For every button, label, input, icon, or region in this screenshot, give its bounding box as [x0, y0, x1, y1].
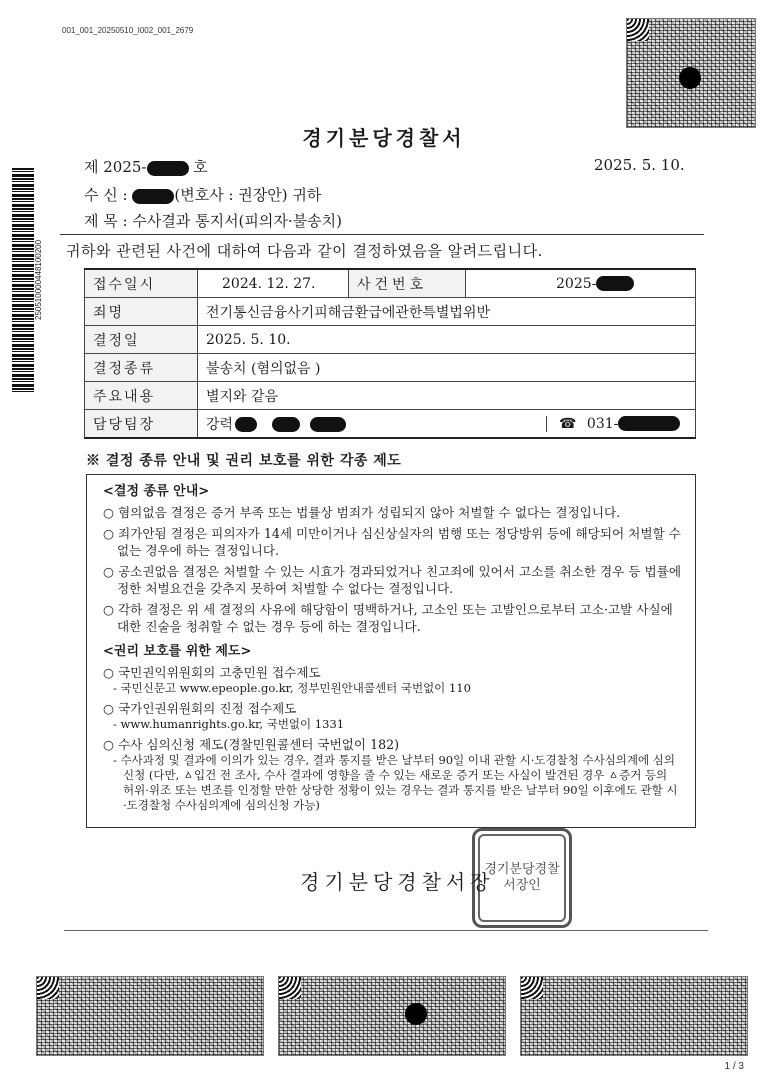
header-divider — [60, 234, 704, 235]
document-number: 제 2025- 호 — [84, 158, 208, 176]
redaction — [147, 161, 189, 176]
table-row — [85, 298, 696, 326]
table-row — [85, 326, 696, 354]
official-seal: 경기분당경찰서장인 — [472, 828, 572, 928]
guide-item: ○ 공소권없음 결정은 처벌할 수 있는 시효가 경과되었거나 친고죄에 있어서 고소를 취소한 경우 등 법률에 정한 처벌요건을 갖추지 못하여 처벌할 수 없다는 결정입니다. — [103, 564, 681, 596]
guide-item: ○ 각하 결정은 위 세 결정의 사유에 해당함이 명백하거나, 고소인 또는 고발인으로부터 고소·고발 사실에 대한 진술을 청취할 수 없는 경우 등에 하는 결정입니다. — [103, 602, 673, 634]
issuer-name: 경기분당경찰서장 — [300, 870, 495, 894]
case-number-value: 2025- — [466, 269, 696, 298]
main-content-value: 별지와 같음 — [198, 382, 696, 410]
redaction — [235, 417, 257, 432]
rights-item: ○ 수사 심의신청 제도(경찰민원콜센터 국번없이 182) — [103, 737, 400, 752]
redaction — [596, 276, 634, 291]
redaction — [310, 417, 346, 432]
charge-label: 죄명 — [85, 298, 198, 326]
redaction — [132, 189, 174, 204]
document-id: 001_001_20250510_I002_001_2679 — [62, 26, 194, 35]
case-info-table — [84, 268, 696, 439]
decision-type-value: 불송치 (혐의없음 ) — [198, 354, 696, 382]
receipt-date-label: 접수일시 — [85, 269, 198, 298]
phone-icon: ☎ — [559, 415, 577, 432]
page-number: 1 / 3 — [724, 1061, 744, 1072]
rights-item: ○ 국민권익위원회의 고충민원 접수제도 — [103, 665, 321, 680]
qr-marker-dot — [679, 67, 701, 89]
guide-box — [86, 474, 696, 828]
table-row — [85, 382, 696, 410]
barcode-number: 250510000448100200 — [34, 239, 43, 321]
qr-code-top-right — [626, 18, 756, 128]
redaction — [618, 416, 680, 431]
team-leader-label: 담당팀장 — [85, 410, 198, 439]
qr-marker-dot — [405, 1003, 427, 1025]
team-leader-value: 강력 ☎ 031- — [198, 410, 696, 439]
qr-code-bottom-1 — [36, 976, 264, 1056]
table-row — [85, 410, 696, 439]
document-date: 2025. 5. 10. — [594, 156, 685, 174]
footer-divider — [64, 930, 708, 931]
rights-item-detail: - 국민신문고 www.epeople.go.kr, 정부민원안내콜센터 국번없이 110 — [113, 681, 471, 695]
guide-item: ○ 혐의없음 결정은 증거 부족 또는 법률상 범죄가 성립되지 않아 처벌할 수 없다는 결정입니다. — [103, 505, 621, 520]
decision-date-value: 2025. 5. 10. — [198, 326, 696, 354]
decision-type-label: 결정종류 — [85, 354, 198, 382]
decision-date-label: 결정일 — [85, 326, 198, 354]
document-title: 경기분당경찰서 — [302, 126, 466, 150]
recipient-line: 수 신 : (변호사 : 권장안) 귀하 — [84, 186, 322, 204]
side-barcode — [12, 168, 34, 394]
main-content-label: 주요내용 — [85, 382, 198, 410]
guide-item: ○ 죄가안됨 결정은 피의자가 14세 미만이거나 심신상실자의 범행 또는 정당방위 등에 해당되어 처벌할 수 없는 경우에 하는 결정입니다. — [103, 526, 681, 558]
qr-code-bottom-3 — [520, 976, 748, 1056]
rights-item-detail: - 수사과정 및 결과에 이의가 있는 경우, 결과 통지를 받은 날부터 90일 이내 관할 시·도경찰청 수사심의계에 심의신청 (다만, ㅿ입건 전 조사, 수사 결과에 영향을 줄 수 있는 새로운 증거 또는 사실이 발견된 경우 ㅿ증거 등의 허위·위조 또는 변조를 인정할 만한 상당한 정황이 있는 경우는 결과 통지를 받은 날부터 90일 이후에도 관할 시·도경찰청 수사심의계에 심의신청 가능) — [113, 753, 678, 812]
redaction — [272, 417, 300, 432]
table-row — [85, 269, 696, 298]
subject-line: 제 목 : 수사결과 통지서(피의자·불송치) — [84, 212, 342, 230]
charge-value: 전기통신금융사기피해금환급에관한특별법위반 — [198, 298, 696, 326]
rights-heading: <권리 보호를 위한 제도> — [103, 644, 252, 659]
rights-item: ○ 국가인권위원회의 진정 접수제도 — [103, 701, 297, 716]
case-number-label: 사건번호 — [349, 269, 466, 298]
decision-guide-heading: <결정 종류 안내> — [103, 484, 210, 499]
receipt-date-value: 2024. 12. 27. — [198, 269, 349, 298]
table-row — [85, 354, 696, 382]
intro-text: 귀하와 관련된 사건에 대하여 다음과 같이 결정하였음을 알려드립니다. — [66, 242, 543, 260]
rights-item-detail: - www.humanrights.go.kr, 국번없이 1331 — [113, 717, 345, 731]
qr-code-bottom-2 — [278, 976, 506, 1056]
notice-title: ※ 결정 종류 안내 및 권리 보호를 위한 각종 제도 — [86, 453, 402, 469]
